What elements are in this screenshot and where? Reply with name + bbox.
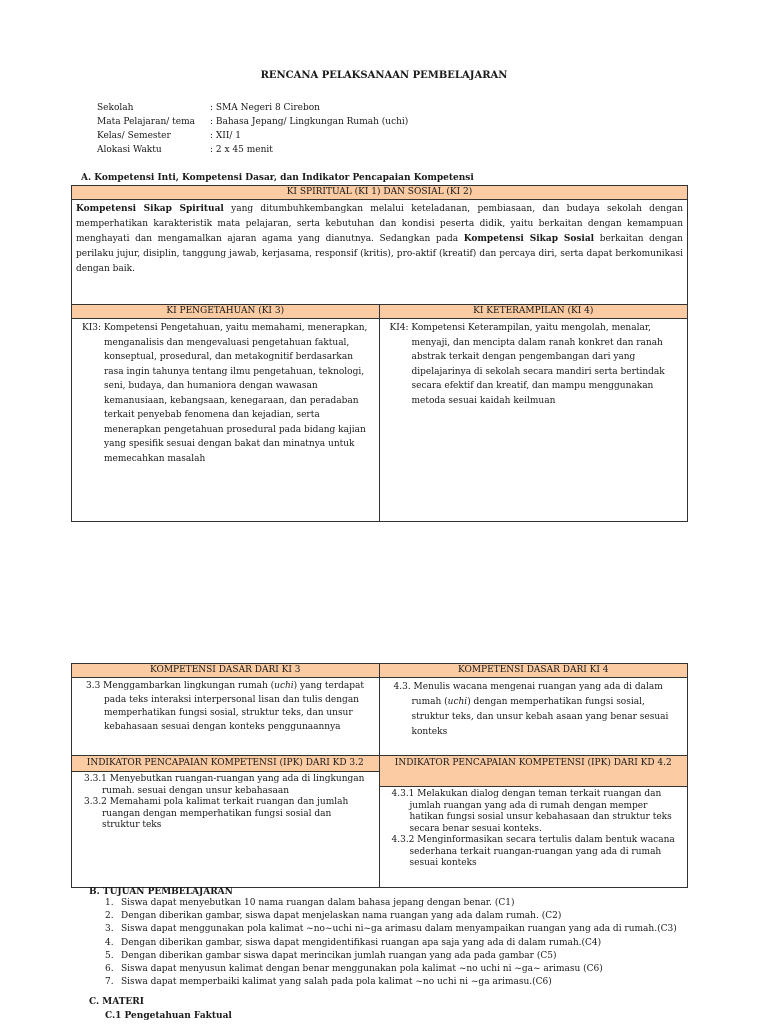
list-item [89, 910, 677, 923]
list-text: Siswa dapat menyebutkan 10 nama ruangan dalam bahasa jepang dengan benar. (C1) [121, 898, 515, 908]
info-key: Sekolah [97, 103, 134, 113]
list-number: 2. [105, 911, 114, 922]
list-item [89, 976, 677, 989]
list-item [89, 950, 677, 963]
list-text: Dengan diberikan gambar, siswa dapat mengidentifikasi ruangan apa saja yang ada di dalam rumah.(C4) [121, 937, 602, 948]
list-number: 1. [105, 898, 114, 908]
section-c-heading: C. MATERI [89, 997, 144, 1007]
kd-table [71, 663, 688, 888]
list-number: 7. [105, 977, 114, 988]
ipk4-item: 4.3.1 Melakukan dialog dengan teman terkait ruangan dan jumlah ruangan yang ada di rumah dengan memper hatikan fungsi sosial unsur kebahasaan dan struktur teks secara benar sesuai konteks. [391, 789, 672, 834]
ipk4-item: 4.3.2 Menginformasikan secara tertulis dalam bentuk wacana sederhana terkait ruangan-ruangan yang ada di rumah sesuai konteks [391, 835, 675, 868]
ki3-text: KI3: Kompetensi Pengetahuan, yaitu memahami, menerapkan, menganalisis dan mengevaluasi pengetahuan faktual, konseptual, prosedural, dan metakognitif berdasarkan rasa ingin tahunya tentang ilmu pengetahuan, teknologi, seni, budaya, dan humaniora dengan wawasan kemanusiaan, kebangsaan, kenegaraan, dan peradaban terkait penyebab fenomena dan kejadian, serta menerapkan pengetahuan prosedural pada bidang kajian yang spesifik sesuai dengan bakat dan minatnya untuk memecahkan masalah [82, 323, 368, 464]
ipk4-list [380, 787, 688, 872]
list-item [89, 937, 677, 950]
ipk3-list [72, 772, 379, 834]
list-number: 3. [105, 924, 114, 935]
ipk4-column [380, 756, 688, 888]
kd3-pre: 3.3 Menggambarkan lingkungan rumah ( [86, 681, 275, 691]
kd4-column [380, 664, 688, 755]
section-a-heading: A. Kompetensi Inti, Kompetensi Dasar, dan Indikator Pencapaian Kompetensi [81, 173, 474, 183]
section-b [89, 887, 677, 989]
info-row-kelas [97, 129, 408, 143]
list-text: Siswa dapat memperbaiki kalimat yang salah pada pola kalimat ~no uchi ni ~ga arimasu.(C6) [121, 977, 552, 988]
kd-row [72, 664, 687, 756]
info-row-mapel [97, 115, 408, 129]
kd4-em: uchi [447, 697, 468, 707]
kd4-text [380, 678, 688, 742]
list-number: 4. [105, 937, 114, 948]
ki3-column [72, 305, 380, 522]
ki-spiritual-bold2: Kompetensi Sikap Sosial [463, 234, 595, 244]
ki-spiritual-bold1: Kompetensi Sikap Spiritual [76, 204, 224, 214]
info-value: : 2 x 45 menit [210, 145, 273, 155]
info-key: Kelas/ Semester [97, 131, 171, 141]
info-key: Alokasi Waktu [97, 145, 162, 155]
ki4-column [380, 305, 688, 522]
ipk-row [72, 756, 687, 888]
tujuan-list [89, 897, 677, 989]
list-item [89, 923, 677, 936]
info-block [97, 101, 408, 157]
kd3-post: ) yang terdapat pada teks interaksi interpersonal lisan dan tulis dengan memperhatikan fungsi sosial, struktur teks, dan unsur kebahasaan sesuai dengan konteks penggunaannya [104, 681, 365, 732]
list-number: 6. [105, 964, 114, 975]
kd3-text [72, 678, 379, 736]
section-c-subheading: C.1 Pengetahuan Faktual [105, 1011, 232, 1021]
list-number: 5. [105, 950, 114, 961]
ipk3-item: 3.3.1 Menyebutkan ruangan-ruangan yang ada di lingkungan rumah. sesuai dengan unsur kebahasaan [84, 774, 365, 796]
list-item [89, 897, 677, 910]
ki-spiritual-text [72, 200, 687, 304]
ki-spiritual-text2: berkaitan dengan perilaku jujur, disiplin, tanggung jawab, kerjasama, responsif (kritis), pro-aktif (kreatif) dan percaya diri, serta dapat berkomunikasi dengan baik. [76, 234, 683, 274]
ki4-text: KI4: Kompetensi Keterampilan, yaitu mengolah, menalar, menyaji, dan mencipta dalam ranah konkret dan ranah abstrak terkait dengan pengembangan dari yang dipelajarinya di sekolah secara mandiri serta bertindak secara efektif dan kreatif, dan mampu menggunakan metoda sesuai kaidah keilmuan [389, 323, 665, 406]
kd4-header: KOMPETENSI DASAR DARI KI 4 [380, 664, 688, 678]
info-value: : SMA Negeri 8 Cirebon [210, 103, 320, 113]
info-row-alokasi [97, 143, 408, 157]
section-b-heading: B. TUJUAN PEMBELAJARAN [89, 887, 233, 897]
kd3-em: uchi [274, 681, 294, 691]
ipk3-item: 3.3.2 Memahami pola kalimat terkait ruangan dan jumlah ruangan dengan memperhatikan fungsi sosial dan struktur teks [84, 797, 349, 830]
ki-spiritual-text1: yang ditumbuhkembangkan melalui keteladanan, pembiasaan, dan budaya sekolah dengan memperhatikan karakteristik mata pelajaran, serta kebutuhan dan kondisi peserta didik, yaitu berkaitan dengan kemampuan menghayati dan mengamalkan ajaran agama yang dianutnya. Sedangkan pada [76, 204, 683, 244]
list-text: Dengan diberikan gambar, siswa dapat menjelaskan nama ruangan yang ada dalam rumah. (C2) [121, 911, 562, 922]
section-c [89, 995, 232, 1023]
ki-spiritual-header: KI SPIRITUAL (KI 1) DAN SOSIAL (KI 2) [72, 186, 687, 200]
ki4-header: KI KETERAMPILAN (KI 4) [380, 305, 688, 319]
ipk3-column [72, 756, 380, 888]
info-row-sekolah [97, 101, 408, 115]
list-text: Dengan diberikan gambar siswa dapat merincikan jumlah ruangan yang ada pada gambar (C5) [121, 950, 557, 961]
info-value: : Bahasa Jepang/ Lingkungan Rumah (uchi) [210, 117, 409, 127]
ipk4-header: INDIKATOR PENCAPAIAN KOMPETENSI (IPK) DARI KD 4.2 [380, 756, 688, 787]
info-key: Mata Pelajaran/ tema [97, 117, 196, 127]
kd3-column [72, 664, 380, 755]
ipk3-header: INDIKATOR PENCAPAIAN KOMPETENSI (IPK) DARI KD 3.2 [72, 756, 379, 772]
kd3-header: KOMPETENSI DASAR DARI KI 3 [72, 664, 379, 678]
info-value: : XII/ 1 [210, 131, 242, 141]
ki3-header: KI PENGETAHUAN (KI 3) [72, 305, 379, 319]
list-item [89, 963, 677, 976]
ki-columns [72, 304, 687, 522]
list-text: Siswa dapat menggunakan pola kalimat ~no~uchi ni~ga arimasu dalam menyampaikan ruangan yang ada di rumah.(C3) [121, 924, 677, 935]
ki-table [71, 185, 688, 522]
kd4-post: ) dengan memperhatikan fungsi sosial, struktur teks, dan unsur kebah asaan yang benar sesuai konteks [411, 697, 669, 737]
list-text: Siswa dapat menyusun kalimat dengan benar menggunakan pola kalimat ~no uchi ni ~ga~ arimasu (C6) [121, 964, 603, 975]
kd4-pre: 4.3. Menulis wacana mengenai ruangan yang ada di dalam rumah ( [393, 682, 663, 707]
page-title: RENCANA PELAKSANAAN PEMBELAJARAN [260, 70, 508, 81]
